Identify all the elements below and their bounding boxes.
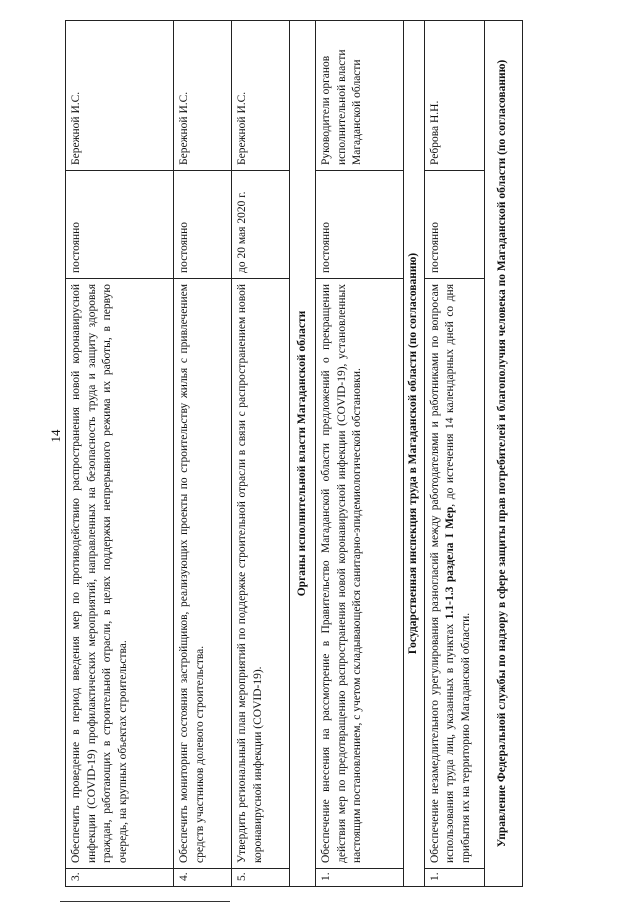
section-title: Управление Федеральной службы по надзору в сфере защиты прав потребителей и благополучия человека по Магаданской области (по согласованию) [484, 21, 522, 887]
table-row [232, 21, 290, 887]
page-number: 14 [48, 429, 63, 443]
measure-text: Обеспечить мониторинг состояния застройщиков, реализующих проекты по строительству жилья с привлечением средств участников долевого строительства. [174, 279, 232, 869]
responsible: Реброва Н.Н. [424, 21, 484, 171]
responsible: Бережной И.С. [66, 21, 174, 171]
table-row [66, 21, 174, 887]
deadline: постоянно [316, 171, 404, 279]
row-number: 3. [66, 869, 174, 887]
section-title: Государственная инспекция труда в Магаданской области (по согласованию) [404, 21, 425, 887]
deadline: постоянно [424, 171, 484, 279]
responsible: Руководители органов исполнительной власти Магаданской области [316, 21, 404, 171]
deadline: постоянно [66, 171, 174, 279]
responsible: Бережной И.С. [232, 21, 290, 171]
measure-text [424, 279, 484, 869]
section-header [290, 21, 316, 887]
row-number: 1. [316, 869, 404, 887]
measure-text-part: , до истечения 14 календарных дней со дня прибытия их на территорию Магаданской области. [444, 283, 472, 863]
row-number: 1. [424, 869, 484, 887]
section-header [484, 21, 522, 887]
table-row [174, 21, 232, 887]
table-row [316, 21, 404, 887]
rotated-page-content [65, 20, 522, 887]
deadline: до 20 мая 2020 г. [232, 171, 290, 279]
section-header [404, 21, 425, 887]
row-number: 5. [232, 869, 290, 887]
measures-table [65, 20, 523, 887]
measure-text: Утвердить региональный план мероприятий по поддержке строительной отрасли в связи с распространением новой коронавирусной инфекции (COVID-19). [232, 279, 290, 869]
section-title: Органы исполнительной власти Магаданской области [290, 21, 316, 887]
measure-text: Обеспечение внесения на рассмотрение в Правительство Магаданской области предложений о прекращении действия мер по предотвращению распространения новой коронавирусной инфекции (COVID-19), установленных настоящим постановлением, с учетом складывающейся санитарно-эпидемиологической обстановки. [316, 279, 404, 869]
table-row [424, 21, 484, 887]
measure-text: Обеспечить проведение в период введения мер по противодействию распространения новой коронавирусной инфекции (COVID-19) профилактических мероприятий, направленных на безопасность труда и защиту здоровья граждан, работающих в строительной отрасли, в целях поддержки непрерывного режима их работы, в первую очередь, на крупных объектах строительства. [66, 279, 174, 869]
measure-text-bold: 1.1-1.3 раздела I Мер [444, 506, 457, 620]
deadline: постоянно [174, 171, 232, 279]
bottom-rule [60, 901, 230, 902]
row-number: 4. [174, 869, 232, 887]
responsible: Бережной И.С. [174, 21, 232, 171]
measure-text-part: Обеспечение незамедлительного урегулирования разногласий между работодателями и работниками по вопросам использования труда лиц, указанных в пунктах [428, 284, 457, 863]
